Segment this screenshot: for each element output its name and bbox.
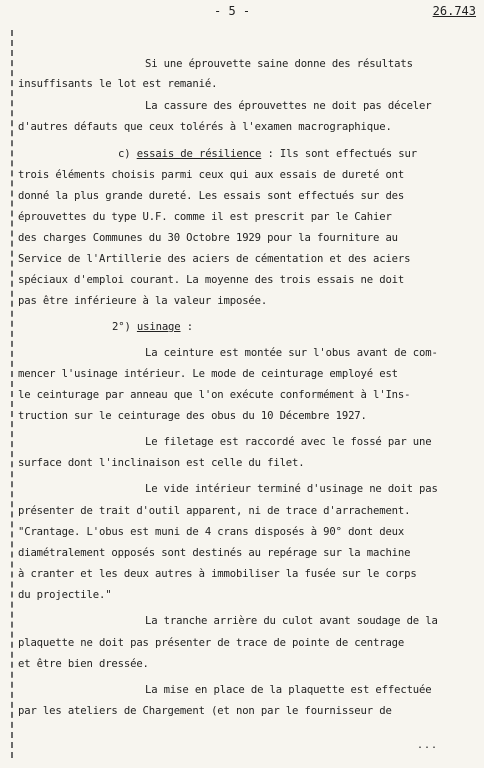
text-line [18, 505, 410, 517]
text-line [145, 615, 438, 627]
text-segment: plaquette ne doit pas présenter de trace de pointe de centrage [18, 637, 405, 649]
text-segment: Le filetage est raccordé avec le fossé par une [145, 436, 432, 448]
text-line [18, 190, 404, 202]
text-line [18, 547, 410, 559]
text-segment: "Crantage. L'obus est muni de 4 crans disposés à 90° dont deux [18, 526, 405, 538]
text-line [145, 483, 438, 495]
text-line [18, 121, 392, 133]
text-segment: : [180, 321, 193, 333]
text-segment: donné la plus grande dureté. Les essais sont effectués sur des [18, 190, 405, 202]
text-line [18, 368, 398, 380]
text-line [18, 211, 392, 223]
text-line [18, 457, 305, 469]
text-segment: La ceinture est montée sur l'obus avant de com- [145, 347, 438, 359]
text-segment: c) [118, 148, 137, 160]
page-number: - 5 - [214, 4, 251, 18]
text-segment: La mise en place de la plaquette est effectuée [145, 684, 432, 696]
text-line [145, 684, 432, 696]
text-segment: 2°) [112, 321, 137, 333]
text-line [18, 232, 398, 244]
text-segment: d'autres défauts que ceux tolérés à l'examen macrographique. [18, 121, 392, 133]
text-line [145, 58, 413, 70]
text-line [145, 100, 432, 112]
text-line [18, 274, 404, 286]
text-segment: pas être inférieure à la valeur imposée. [18, 295, 268, 307]
text-segment: du projectile." [18, 589, 112, 601]
text-segment: Service de l'Artillerie des aciers de cémentation et des aciers [18, 253, 411, 265]
text-segment: présenter de trait d'outil apparent, ni de trace d'arrachement. [18, 505, 411, 517]
text-line [18, 705, 392, 717]
text-segment: Le vide intérieur terminé d'usinage ne doit pas [145, 483, 438, 495]
text-line [118, 148, 417, 160]
text-segment: des charges Communes du 30 Octobre 1929 pour la fourniture au [18, 232, 398, 244]
text-segment: trois éléments choisis parmi ceux qui aux essais de dureté ont [18, 169, 405, 181]
text-segment: à cranter et les deux autres à immobiliser la fusée sur le corps [18, 568, 417, 580]
text-segment: surface dont l'inclinaison est celle du filet. [18, 457, 305, 469]
text-segment: Si une éprouvette saine donne des résultats [145, 58, 413, 70]
text-line [18, 658, 149, 670]
text-segment: mencer l'usinage intérieur. Le mode de ceinturage employé est [18, 368, 398, 380]
text-segment: par les ateliers de Chargement (et non par le fournisseur de [18, 705, 392, 717]
text-segment: le ceinturage par anneau que l'on exécute conformément à l'Ins- [18, 389, 411, 401]
text-segment: spéciaux d'emploi courant. La moyenne des trois essais ne doit [18, 274, 405, 286]
text-segment: La cassure des éprouvettes ne doit pas déceler [145, 100, 432, 112]
text-segment: : Ils sont effectués sur [261, 148, 417, 160]
text-segment: truction sur le ceinturage des obus du 10 Décembre 1927. [18, 410, 367, 422]
text-line [145, 347, 438, 359]
text-segment: éprouvettes du type U.F. comme il est prescrit par le Cahier [18, 211, 392, 223]
text-line [18, 589, 111, 601]
text-line [18, 568, 417, 580]
text-line [18, 295, 267, 307]
text-line [112, 321, 193, 333]
text-segment: et être bien dressée. [18, 658, 149, 670]
text-line [18, 78, 217, 90]
underlined-heading: usinage [136, 321, 181, 333]
text-segment: diamétralement opposés sont destinés au repérage sur la machine [18, 547, 411, 559]
text-segment: La tranche arrière du culot avant soudage de la [145, 615, 438, 627]
left-margin-rule [11, 30, 13, 758]
text-line [18, 410, 367, 422]
text-line [18, 169, 404, 181]
text-line [18, 526, 404, 538]
underlined-heading: essais de résilience [136, 148, 262, 160]
text-line [18, 389, 410, 401]
text-line [18, 253, 410, 265]
text-segment: insuffisants le lot est remanié. [18, 78, 218, 90]
text-line [145, 436, 432, 448]
text-line [18, 637, 404, 649]
document-number: 26.743 [432, 4, 476, 18]
continuation-dots: ... [416, 740, 438, 751]
